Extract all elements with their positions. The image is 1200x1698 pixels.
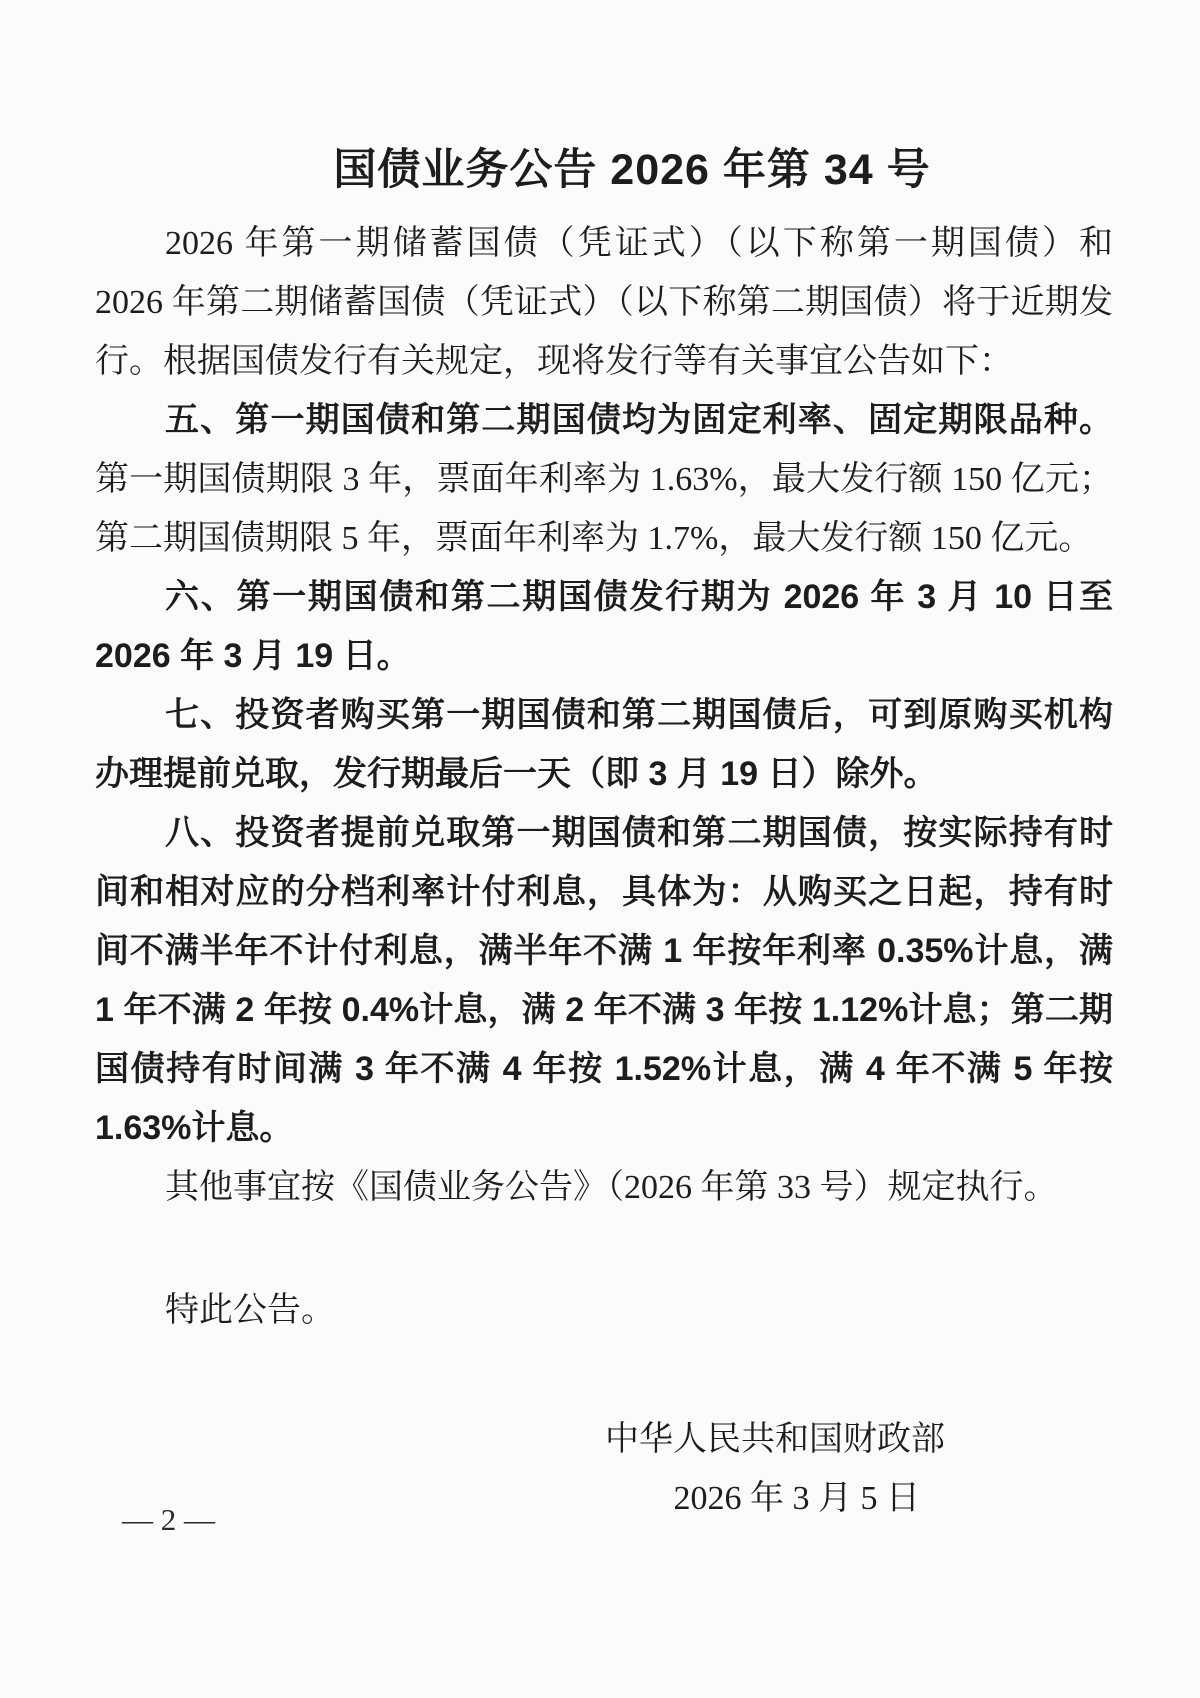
intro-paragraph: 2026 年第一期储蓄国债（凭证式）（以下称第一期国债）和 2026 年第二期储蓄国债（凭证式）（以下称第二期国债）将于近期发行。根据国债发行有关规定，现将发行等有关事宜公告如下： — [95, 225, 1113, 380]
issue-date: 2026 年 3 月 5 日 — [673, 1480, 920, 1517]
item-5-paragraph — [95, 391, 1113, 568]
page-footer — [122, 1500, 215, 1540]
page-number: — 2 — — [122, 1502, 215, 1537]
item-5-key-sentence: 五、第一期国债和第二期国债均为固定利率、固定期限品种。 — [165, 401, 1113, 439]
item-8-paragraph: 八、投资者提前兑取第一期国债和第二期国债，按实际持有时间和相对应的分档利率计付利息，具体为：从购买之日起，持有时间不满半年不计付利息，满半年不满 1 年按年利率 0.35%计息，满 1 年不满 2 年按 0.4%计息，满 2 年不满 3 年按 1.12%计息；第二期国债持有时间满 3 年不满 4 年按 1.52%计息，满 4 年不满 5 年按 1.63%计息。 — [95, 814, 1113, 1147]
document-title: 国债业务公告 2026 年第 34 号 — [333, 146, 931, 194]
item-5-detail: 第一期国债期限 3 年，票面年利率为 1.63%，最大发行额 150 亿元；第二期国债期限 5 年，票面年利率为 1.7%，最大发行额 150 亿元。 — [95, 461, 1113, 557]
issuer-name: 中华人民共和国财政部 — [605, 1421, 945, 1458]
item-7-paragraph: 七、投资者购买第一期国债和第二期国债后，可到原购买机构办理提前兑取，发行期最后一天（即 3 月 19 日）除外。 — [95, 696, 1113, 793]
other-matters-paragraph: 其他事宜按《国债业务公告》（2026 年第 33 号）规定执行。 — [165, 1169, 1058, 1206]
signature-block — [95, 1410, 1113, 1528]
closing-paragraph: 特此公告。 — [165, 1292, 335, 1329]
item-6-paragraph: 六、第一期国债和第二期国债发行期为 2026 年 3 月 10 日至 2026 年 3 月 19 日。 — [95, 578, 1113, 675]
